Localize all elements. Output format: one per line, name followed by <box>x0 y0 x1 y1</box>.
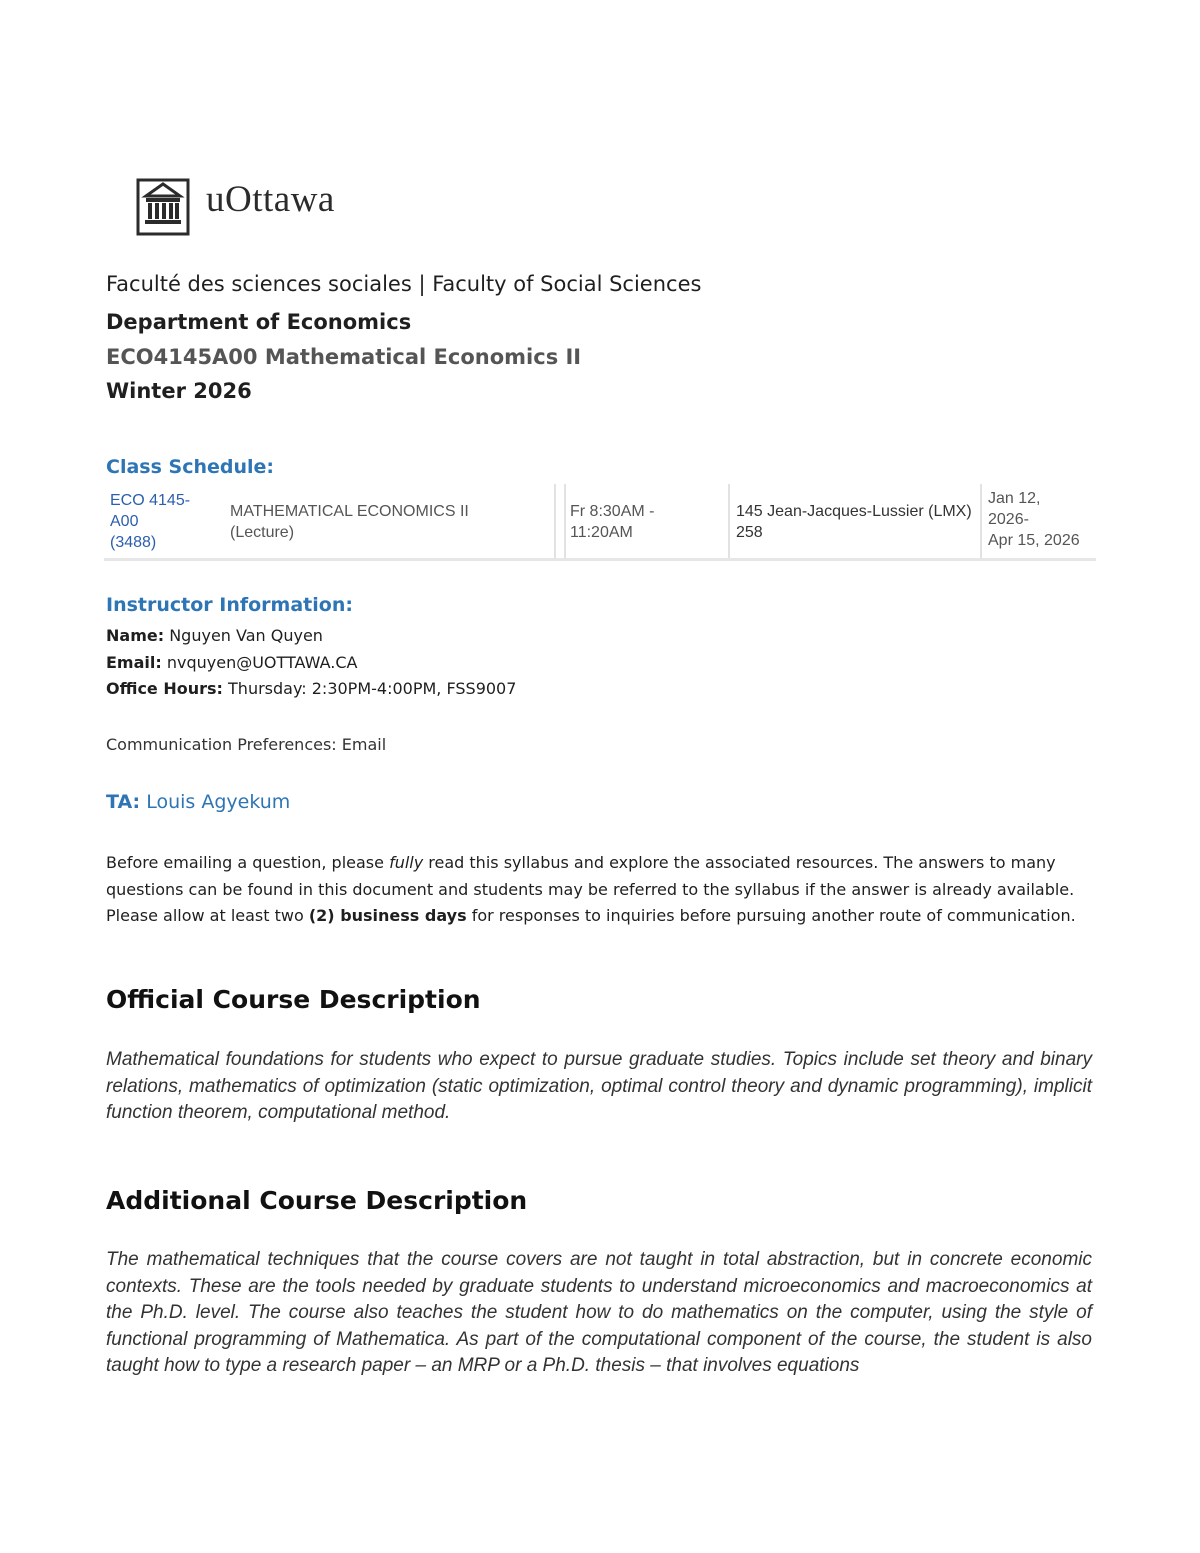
office-hours-value: Thursday: 2:30PM-4:00PM, FSS9007 <box>228 679 517 698</box>
course-title-line: MATHEMATICAL ECONOMICS II <box>230 503 469 520</box>
notice-text: read this syllabus and explore the associated resources. The answers to many questions can be found in this document and students may be referred to the syllabus if the answer is already available. Please allow at least two <box>106 853 1075 925</box>
notice-text: Before emailing a question, please <box>106 853 390 872</box>
uottawa-logo <box>136 172 376 236</box>
instructor-email <box>106 653 357 672</box>
schedule-table <box>104 484 1096 561</box>
class-schedule-heading: Class Schedule: <box>106 456 274 478</box>
ta-label: TA: <box>106 791 141 813</box>
office-hours-label: Office Hours: <box>106 679 223 698</box>
logo-wordmark: uOttawa <box>206 179 335 220</box>
official-description-heading: Official Course Description <box>106 985 481 1014</box>
ta-name: Louis Agyekum <box>146 791 291 813</box>
course-code-line: ECO 4145- <box>110 492 191 509</box>
notice-text: for responses to inquiries before pursuing another route of communication. <box>466 906 1076 925</box>
university-building-icon <box>136 172 192 236</box>
official-description-text: Mathematical foundations for students who expect to pursue graduate studies. Topics include set theory and binary relations, mathematics of optimization (static optimization, optimal control theory and dynamic programming), implicit function theorem, computational method. <box>106 1049 1092 1123</box>
time-line: 11:20AM <box>570 524 633 541</box>
time-line: Fr 8:30AM - <box>570 503 655 520</box>
dates-line: 2026- <box>988 511 1029 528</box>
ta-info <box>106 791 290 813</box>
term-title: Winter 2026 <box>106 379 252 403</box>
email-value[interactable]: nvquyen@UOTTAWA.CA <box>166 653 358 672</box>
instructor-name <box>106 626 323 645</box>
notice-bold: (2) business days <box>308 906 467 925</box>
schedule-course-code[interactable] <box>106 484 224 558</box>
instructor-heading: Instructor Information: <box>106 594 353 616</box>
communication-preferences: Communication Preferences: Email <box>106 735 387 754</box>
additional-description-text: The mathematical techniques that the course covers are not taught in total abstraction, but in concrete economic contexts. These are the tools needed by graduate students to understand microeconomics and macroeconomics at the Ph.D. level. The course also teaches the student how to do mathematics on the computer, using the style of functional programming of Mathematica. As part of the computational component of the course, the student is also taught how to type a research paper – an MRP or a Ph.D. thesis – that involves equations <box>106 1249 1092 1376</box>
faculty-title: Faculté des sciences sociales | Faculty of Social Sciences <box>106 272 702 296</box>
additional-description-heading: Additional Course Description <box>106 1186 528 1215</box>
location-line: 145 Jean-Jacques-Lussier (LMX) <box>736 503 972 520</box>
email-notice-paragraph <box>106 850 1096 930</box>
schedule-course-title <box>226 484 556 558</box>
location-line: 258 <box>736 524 763 541</box>
schedule-dates <box>984 484 1096 558</box>
dates-line: Apr 15, 2026 <box>988 532 1080 549</box>
email-label: Email: <box>106 653 162 672</box>
department-title: Department of Economics <box>106 310 412 334</box>
name-label: Name: <box>106 626 165 645</box>
notice-emphasis: fully <box>389 853 424 872</box>
course-type-line: (Lecture) <box>230 524 295 541</box>
name-value: Nguyen Van Quyen <box>169 626 323 645</box>
schedule-location <box>732 484 982 558</box>
course-code-line: (3488) <box>110 534 157 551</box>
course-title: ECO4145A00 Mathematical Economics II <box>106 345 582 369</box>
schedule-time <box>564 484 730 558</box>
dates-line: Jan 12, <box>988 490 1041 507</box>
course-code-line: A00 <box>110 513 139 530</box>
office-hours <box>106 679 516 698</box>
